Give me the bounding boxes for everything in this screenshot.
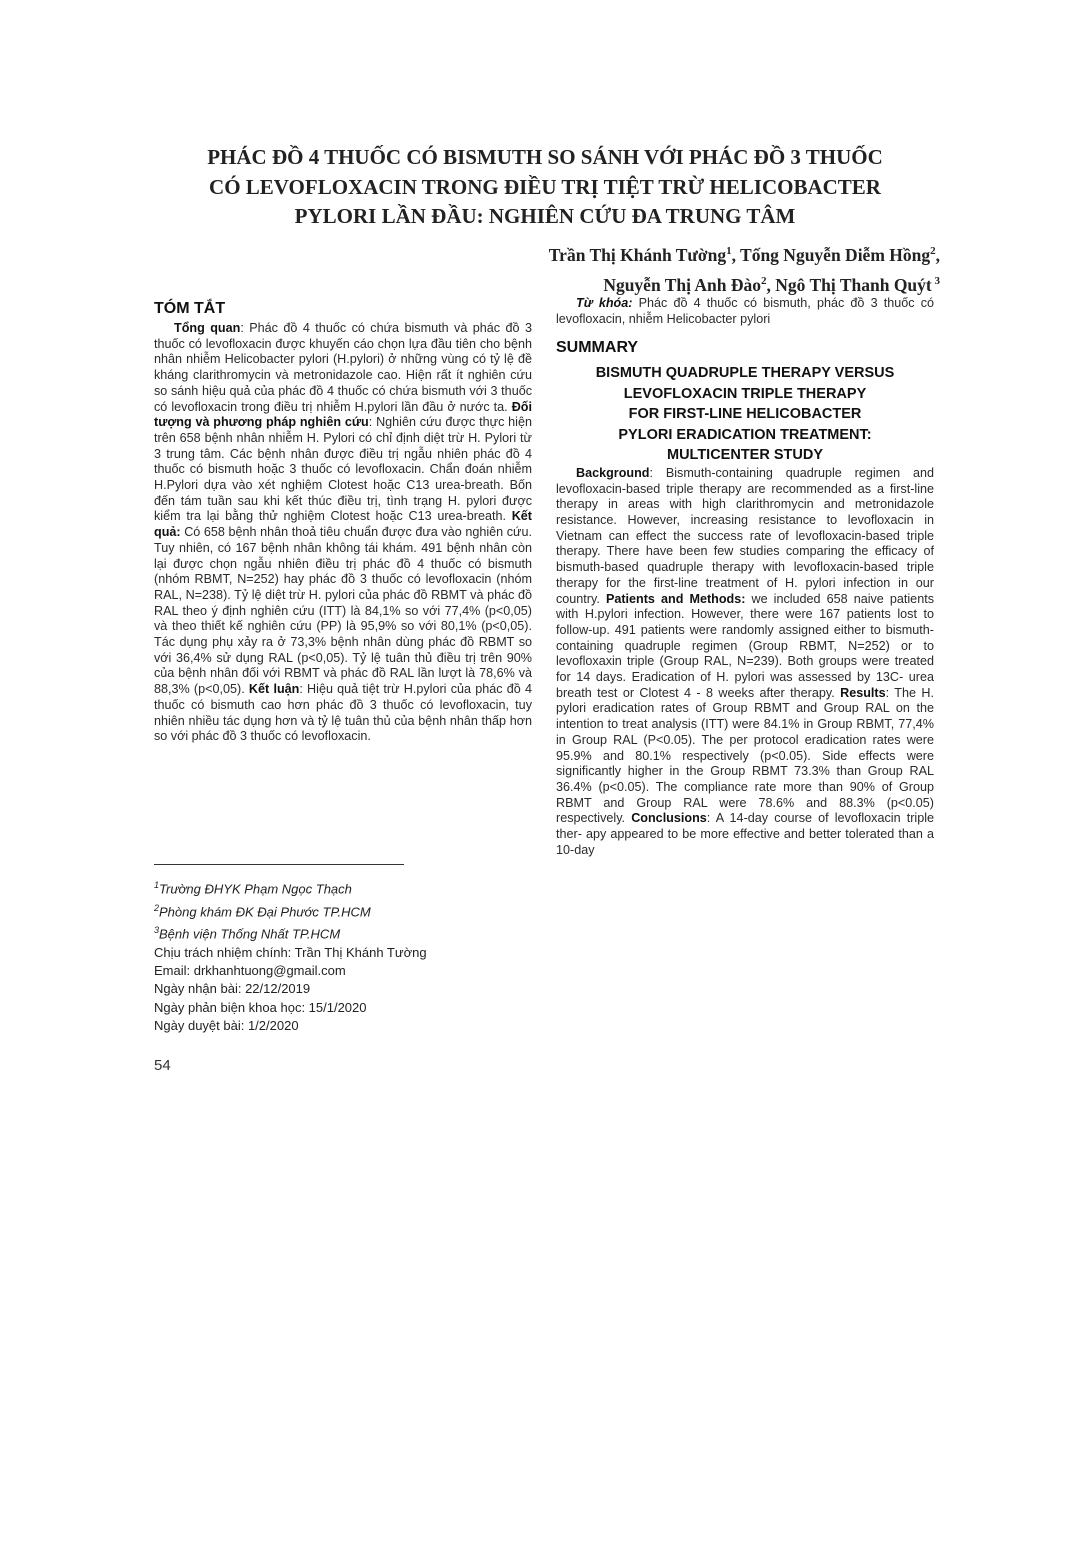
author-name: Trần Thị Khánh Tường [548,244,727,265]
summary-body [556,466,934,859]
title-line: PYLORI LẦN ĐẦU: NGHIÊN CỨU ĐA TRUNG TÂM [294,204,796,228]
title-line: CÓ LEVOFLOXACIN TRONG ĐIỀU TRỊ TIỆT TRỪ HELICOBACTER [209,174,881,199]
right-column [556,296,934,858]
author-list [549,238,940,298]
english-title-line: MULTICENTER STUDY [666,447,823,464]
english-title-line: FOR FIRST-LINE HELICOBACTER [628,406,862,423]
author-name: Ngô Thị Thanh Quýt [775,274,932,295]
english-title-line: BISMUTH QUADRUPLE THERAPY VERSUS [595,365,895,382]
english-title-line: LEVOFLOXACIN TRIPLE THERAPY [623,385,867,402]
affiliation [154,876,534,899]
affiliation-mark: 3 [154,925,160,936]
conclusion-text: : Hiệu quả tiệt trừ H.pylori của phác đồ 4 thuốc có bismuth cao hơn phác đồ 3 thuốc có levofloxacin, tuy nhiên nhiều tác dụng hơn và tỷ lệ tuân thủ của bệnh nhân thấp hơn so với phác đồ 3 thuốc có levofloxacin. [154,682,532,744]
accepted-date: Ngày duyệt bài: 1/2/2020 [154,1018,299,1034]
author-affiliation-mark: 2 [761,274,767,287]
author-separator: , [766,274,776,295]
affiliation-text: Phòng khám ĐK Đại Phước TP.HCM [159,903,371,919]
author-name: Tống Nguyễn Diễm Hồng [740,244,931,265]
page-number: 54 [154,1057,171,1074]
keywords-text: Phác đồ 4 thuốc có bismuth, phác đồ 3 thuốc có levofloxacin, nhiễm Helicobacter pylori [556,296,934,326]
results-label: Kết quả: [154,509,532,540]
overview-text: : Phác đồ 4 thuốc có chứa bismuth và phác đồ 3 thuốc có levofloxacin được khuyến cáo chọn lựa đầu tiên cho bệnh nhân nhiễm Helicobacter pylori (H.pylori) ở những vùng có tỷ lệ đề kháng clarithromycin và metronidazole cao. Hiện rất ít nghiên cứu so sánh hiệu quả của phác đồ 4 thuốc có chứa bismuth với 3 thuốc có levofloxacin trong điều trị nhiễm H.pylori lần đầu ở nước ta. [154,321,532,414]
background-label: Background [576,465,650,480]
contact-email: Email: drkhanhtuong@gmail.com [154,963,346,979]
patients-methods-text: we included 658 naive patients with H.pylori infection. However, there were 167 patients lost to follow-up. 491 patients were randomly assigned either to bismuth-containing quadruple regimen (Group RBMT, N=252) or to levofloxaxin triple (Group RAL, N=239). Both groups were treated for 14 days. Eradication of H. pylori was assessed by 13C- urea breath test or Clotest 4 - 8 weeks after therapy. [556,591,934,700]
patients-methods-label: Patients and Methods: [605,591,746,606]
results-text: Có 658 bệnh nhân thoả tiêu chuẩn được đưa vào nghiên cứu. Tuy nhiên, có 167 bệnh nhân không tái khám. 491 bệnh nhân còn lại được chọn ngẫu nhiên điều trị phác đồ 4 thuốc có bismuth (nhóm RBMT, N=252) hay phác đồ 3 thuốc có levofloxacin (nhóm RAL, N=238). Tỷ lệ diệt trừ H. pylori của phác đồ RBMT và phác đồ RAL theo ý định nghiên cứu (ITT) là 84,1% so với 77,4% (p<0,05) và theo thiết kế nghiên cứu (PP) là 95,9% so với 80,1% (p<0,05). Tác dụng phụ xảy ra ở 73,3% bệnh nhân dùng phác đồ RBMT so với 36,4% sử dụng RAL (p<0,05). Tỷ lệ tuân thủ điều trị trên 90% của bệnh nhân đối với RBMT và phác đồ RAL lần lượt là 78,6% và 88,3% (p<0,05). [154,525,532,697]
footnote-divider [154,864,404,865]
methods-label: Đối tượng và phương pháp nghiên cứu [154,399,532,430]
affiliation-text: Trường ĐHYK Phạm Ngọc Thạch [159,881,352,897]
summary-heading: SUMMARY [556,339,639,357]
received-date: Ngày nhận bài: 22/12/2019 [154,981,311,997]
author-name: Nguyễn Thị Anh Đào [603,274,762,295]
affiliation-mark: 1 [154,880,160,890]
author-affiliation-mark: 2 [930,245,936,257]
keywords-label: Từ khóa: [576,296,633,310]
title-line: PHÁC ĐỒ 4 THUỐC CÓ BISMUTH SO SÁNH VỚI PHÁC ĐỒ 3 THUỐC [207,145,883,169]
affiliation-mark: 2 [154,902,160,913]
author-line [549,238,940,268]
left-column [154,298,532,745]
english-title [556,363,934,466]
affiliation [154,921,534,944]
results-text-en: : The H. pylori eradication rates of Group RBMT and Group RAL on the intention to treat analysis (ITT) were 84.1% in Group RBMT, 77,4% in Group RAL (P<0.05). The per protocol eradication rates were 95.9% and 80.1% respectively (p<0.05). Side effects were significantly higher in the Group RBMT 73.3% than Group RAL 36.4% (p<0.05). The compliance rate more than 90% of Group RBMT and Group RAL were 78.6% and 88.3% (p<0.05) respectively. [556,685,934,826]
author-line [549,268,940,298]
conclusion-label: Kết luận [248,682,300,697]
author-affiliation-mark: 1 [726,245,732,257]
review-date: Ngày phản biện khoa học: 15/1/2020 [154,999,367,1015]
responsible-author: Chịu trách nhiệm chính: Trần Thị Khánh Tường [154,944,427,960]
results-label-en: Results [840,685,886,700]
background-text: : Bismuth-containing quadruple regimen and levofloxacin-based triple therapy are recommended as a first-line therapy in areas with high clarithromycin and metronidazole resistance. However, increasing resistance to levofloxacin in Vietnam can effect the success rate of levofloxacin-based triple therapy. There have been few studies comparing the efficacy of bismuth-based quadruple therapy with levofloxacin-based triple therapy for the first-line treatment of H. pylori infection in our country. [556,465,934,606]
keywords-paragraph [556,296,934,327]
article-title [150,143,940,232]
affiliation [154,899,534,922]
overview-label: Tổng quan [174,321,241,335]
author-separator: , [935,244,940,265]
conclusions-text-en: : A 14-day course of levofloxacin triple ther- apy appeared to be more effective and better tolerated than a 10-day [556,811,934,857]
author-separator: , [731,244,741,265]
methods-text: : Nghiên cứu được thực hiện trên 658 bệnh nhân nhiễm H. Pylori có chỉ định diệt trừ H. Pylori từ 3 trung tâm. Các bệnh nhân được điều trị ngẫu nhiên phác đồ 4 thuốc có bismuth hoặc 3 thuốc có levofloxacin. Chẩn đoán nhiễm H.Pylori dựa vào xét nghiệm Clotest hoặc C13 urea-breath. Bốn đến tám tuần sau khi kết thúc điều trị, tình trạng H. pylori được kiểm tra lại bằng thử nghiệm Clotest hoặc C13 urea-breath. [154,415,532,524]
abstract-vi-body [154,321,532,745]
affiliation-text: Bệnh viện Thống Nhất TP.HCM [159,926,341,942]
author-affiliation-mark: 3 [931,274,940,287]
footnotes [154,876,534,1035]
english-title-line: PYLORI ERADICATION TREATMENT: [618,426,872,443]
abstract-vi-heading: TÓM TẮT [154,300,226,317]
conclusions-label-en: Conclusions [631,811,707,826]
